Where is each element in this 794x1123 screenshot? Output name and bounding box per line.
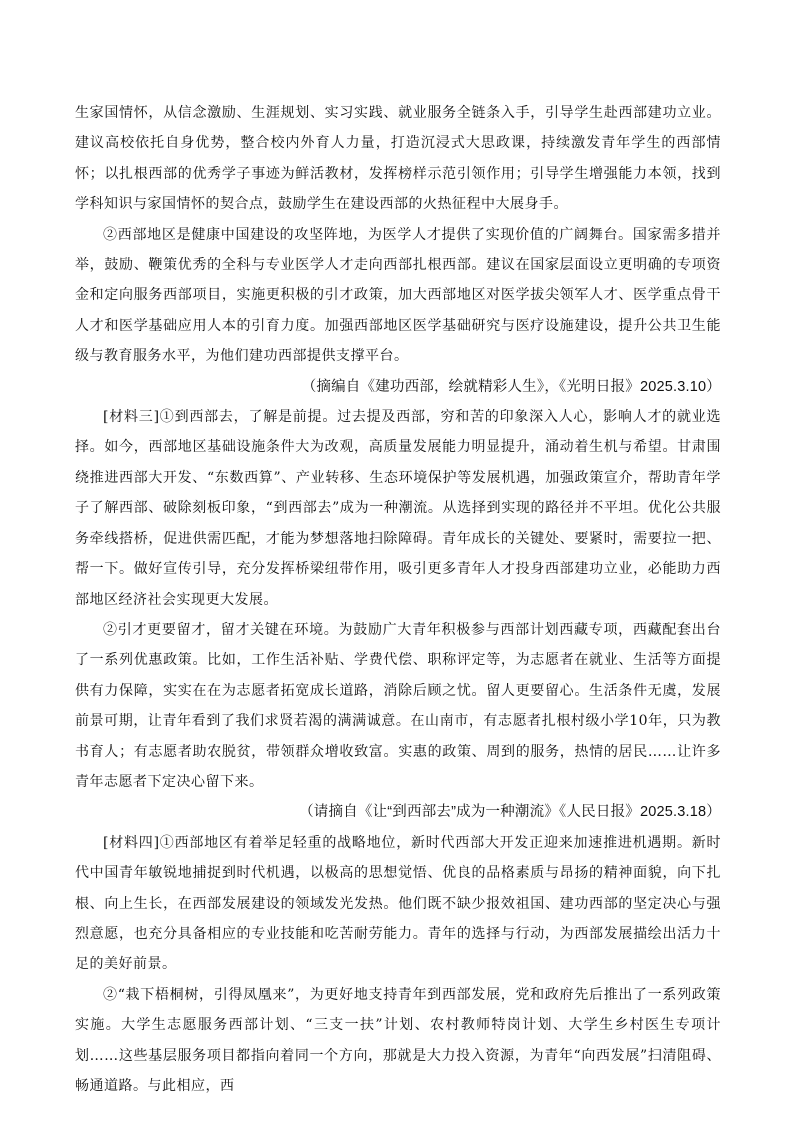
source-citation-material-two: （摘编自《建功西部，绘就精彩人生》，《光明日报》2025.3.10） [301, 378, 721, 395]
paragraph-text: ①到西部去，了解是前提。过去提及西部，穷和苦的印象深入人心，影响人才的就业选择。如今，西部地区基础设施条件大为改观，高质量发展能力明显提升，涌动着生机与希望。甘肃围绕推进西部大开发、“东数西算”、产业转移、生态环境保护等发展机遇，加强政策宣介，帮助青年学子了解西部、破除刻板印象，“到西部去”成为一种潮流。从选择到实现的路径并不平坦。优化公共服务牵线搭桥，促进供需匹配，才能为梦想落地扫除障碍。青年成长的关键处、要紧时，需要拉一把、帮一下。做好宣传引导，充分发挥桥梁纽带作用，吸引更多青年人才投身西部建功立业，必能助力西部地区经济社会实现更大发展。 [75, 409, 721, 608]
paragraph-material-four-point-two [75, 980, 721, 1102]
paragraph-text: 生家国情怀，从信念激励、生涯规划、实习实践、就业服务全链条入手，引导学生赴西部建功立业。建议高校依托自身优势，整合校内外育人力量，打造沉浸式大思政课，持续激发青年学生的西部情怀；以扎根西部的优秀学子事迹为鲜活教材，发挥榜样示范引领作用；引导学生增强能力本领，找到学科知识与家国情怀的契合点，鼓励学生在建设西部的火热征程中大展身手。 [75, 105, 721, 213]
material-label: [材料三] [103, 409, 160, 426]
paragraph-text: ②西部地区是健康中国建设的攻坚阵地，为医学人才提供了实现价值的广阔舞台。国家需多措并举，鼓励、鞭策优秀的全科与专业医学人才走向西部扎根西部。建议在国家层面设立更明确的专项资金和定向服务西部项目，实施更积极的引才政策，加大西部地区对医学拔尖领军人才、医学重点骨干人才和医学基础应用人本的引育力度。加强西部地区医学基础研究与医疗设施建设，提升公共卫生能级与教育服务水平，为他们建功西部提供支撑平台。 [75, 226, 721, 365]
source-citation-material-three: （请摘自《让“到西部去”成为一种潮流》《人民日报》2025.3.18） [299, 804, 721, 821]
paragraph-material-two-point-two [75, 220, 721, 372]
document-body [75, 98, 721, 1101]
paragraph-text: ②引才更要留才，留才关键在环境。为鼓励广大青年积极参与西部计划西藏专项，西藏配套出台了一系列优惠政策。比如，工作生活补贴、学费代偿、职称评定等，为志愿者在就业、生活等方面提供有力保障，实实在在为志愿者拓宽成长道路，消除后顾之忧。留人更要留心。生活条件无虞，发展前景可期，让青年看到了我们求贤若渴的满满诚意。在山南市，有志愿者扎根村级小学10年，只为教书育人；有志愿者助农脱贫，带领群众增收致富。实惠的政策、周到的服务，热情的居民……让许多青年志愿者下定决心留下来。 [75, 621, 721, 790]
paragraph-material-three-point-one [75, 402, 721, 615]
material-label: [材料四] [103, 834, 160, 851]
paragraph-text: ①西部地区有着举足轻重的战略地位，新时代西部大开发正迎来加速推进机遇期。新时代中国青年敏锐地捕捉到时代机遇，以极高的思想觉悟、优良的品格素质与昂扬的精神面貌，向下扎根、向上生长，在西部发展建设的领域发光发热。他们既不缺少报效祖国、建功西部的坚定决心与强烈意愿，也充分具备相应的专业技能和吃苦耐劳能力。青年的选择与行动，为西部发展描绘出活力十足的美好前景。 [75, 834, 721, 973]
paragraph-text: ②“栽下梧桐树，引得凤凰来”，为更好地支持青年到西部发展，党和政府先后推出了一系列政策实施。大学生志愿服务西部计划、“三支一扶”计划、农村教师特岗计划、大学生乡村医生专项计划……这些基层服务项目都指向着同一个方向，那就是大力投入资源，为青年“向西发展”扫清阻碍、畅通道路。与此相应，西 [75, 986, 721, 1094]
paragraph-material-two-continued [75, 98, 721, 220]
paragraph-material-three-point-two [75, 615, 721, 797]
paragraph-material-four-point-one [75, 828, 721, 980]
